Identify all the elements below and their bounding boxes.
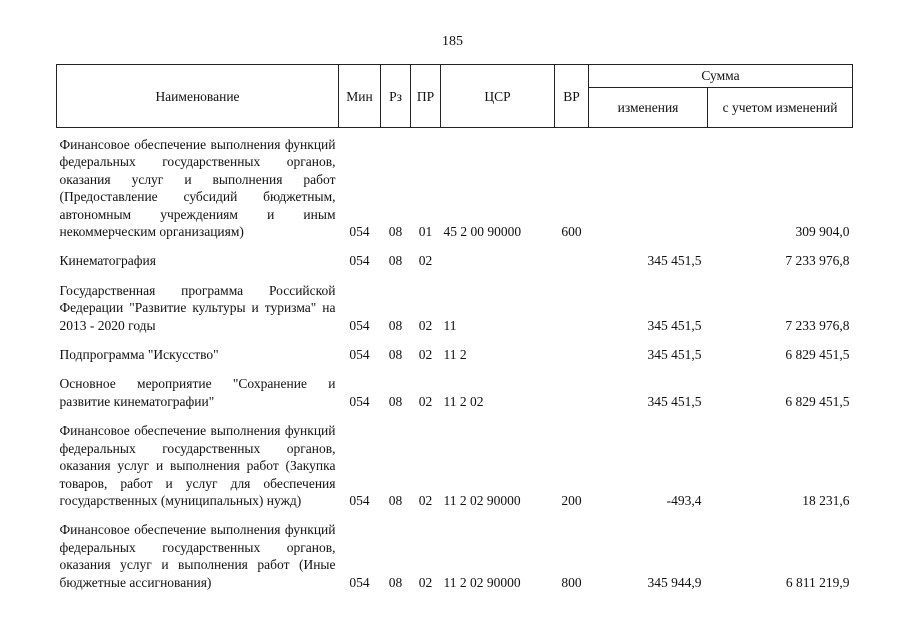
row-with-change: 309 904,0 — [795, 224, 850, 240]
row-vr: 600 — [561, 224, 582, 240]
header-change: изменения — [589, 87, 708, 127]
table-row — [57, 509, 853, 591]
row-min: 054 — [349, 574, 370, 590]
table-row — [57, 363, 853, 410]
budget-table — [56, 64, 853, 591]
row-rz: 08 — [388, 393, 403, 409]
table-row — [57, 410, 853, 509]
row-csr: 11 2 02 — [443, 393, 484, 409]
row-rz: 08 — [388, 574, 403, 590]
row-with-change: 7 233 976,8 — [785, 253, 850, 269]
row-with-change: 18 231,6 — [802, 492, 850, 508]
header-pr: ПР — [411, 65, 441, 128]
row-min: 054 — [349, 393, 370, 409]
row-min: 054 — [349, 317, 370, 333]
row-csr: 45 2 00 90000 — [443, 224, 522, 240]
table-row — [57, 270, 853, 334]
row-name: Финансовое обеспечение выполнения функций федеральных государственных органов, оказания услуг и выполнения работ (Закупка товаров, работ и услуг для обеспечения государственных (муниципальных) нужд) — [59, 423, 336, 508]
row-vr — [555, 240, 589, 269]
row-with-change: 6 829 451,5 — [785, 347, 850, 363]
row-csr: 11 2 02 90000 — [443, 492, 521, 508]
row-pr: 02 — [418, 347, 433, 363]
row-vr — [555, 334, 589, 363]
row-name: Государственная программа Российской Федерации "Развитие культуры и туризма" на 2013 - 2020 годы — [59, 282, 336, 333]
row-vr: 800 — [561, 574, 582, 590]
row-rz: 08 — [388, 347, 403, 363]
header-sum: Сумма — [589, 65, 853, 88]
row-name: Подпрограмма "Искусство" — [59, 347, 219, 363]
row-pr: 02 — [418, 317, 433, 333]
row-pr: 01 — [418, 224, 433, 240]
row-pr: 02 — [418, 492, 433, 508]
row-name: Финансовое обеспечение выполнения функций федеральных государственных органов, оказания услуг и выполнения работ (Иные бюджетные ассигнования) — [59, 522, 336, 590]
row-change: 345 451,5 — [647, 347, 702, 363]
page-number: 185 — [442, 34, 463, 49]
row-change: 345 944,9 — [647, 574, 702, 590]
header-min: Мин — [339, 65, 381, 128]
row-min: 054 — [349, 253, 370, 269]
row-with-change: 6 829 451,5 — [785, 393, 850, 409]
row-change — [589, 128, 708, 241]
header-vr: ВР — [555, 65, 589, 128]
row-change: -493,4 — [666, 492, 702, 508]
row-min: 054 — [349, 224, 370, 240]
row-change: 345 451,5 — [647, 253, 702, 269]
table-row — [57, 334, 853, 363]
row-change: 345 451,5 — [647, 393, 702, 409]
row-rz: 08 — [388, 492, 403, 508]
table-header — [57, 65, 853, 128]
row-csr — [441, 240, 555, 269]
row-rz: 08 — [388, 253, 403, 269]
header-rz: Рз — [381, 65, 411, 128]
row-name: Основное мероприятие "Сохранение и развитие кинематографии" — [59, 376, 336, 409]
row-vr: 200 — [561, 492, 582, 508]
row-pr: 02 — [418, 253, 433, 269]
row-min: 054 — [349, 347, 370, 363]
row-csr: 11 — [443, 317, 457, 333]
row-vr — [555, 363, 589, 410]
table-row — [57, 128, 853, 241]
row-pr: 02 — [418, 574, 433, 590]
row-change: 345 451,5 — [647, 317, 702, 333]
header-name: Наименование — [57, 65, 339, 128]
row-name: Кинематография — [59, 253, 156, 269]
row-with-change: 7 233 976,8 — [785, 317, 850, 333]
header-csr: ЦСР — [441, 65, 555, 128]
row-rz: 08 — [388, 224, 403, 240]
header-with-change: с учетом изменений — [708, 87, 853, 127]
row-min: 054 — [349, 492, 370, 508]
row-with-change: 6 811 219,9 — [785, 574, 850, 590]
row-csr: 11 2 02 90000 — [443, 574, 521, 590]
table-row — [57, 240, 853, 269]
row-vr — [555, 270, 589, 334]
row-csr: 11 2 — [443, 347, 467, 363]
row-pr: 02 — [418, 393, 433, 409]
row-name: Финансовое обеспечение выполнения функций федеральных государственных органов, оказания услуг и выполнения работ (Предоставление субсидий бюджетным, автономным учреждениям и иным некоммерческим организациям) — [59, 137, 336, 240]
row-rz: 08 — [388, 317, 403, 333]
table-body — [57, 128, 853, 591]
